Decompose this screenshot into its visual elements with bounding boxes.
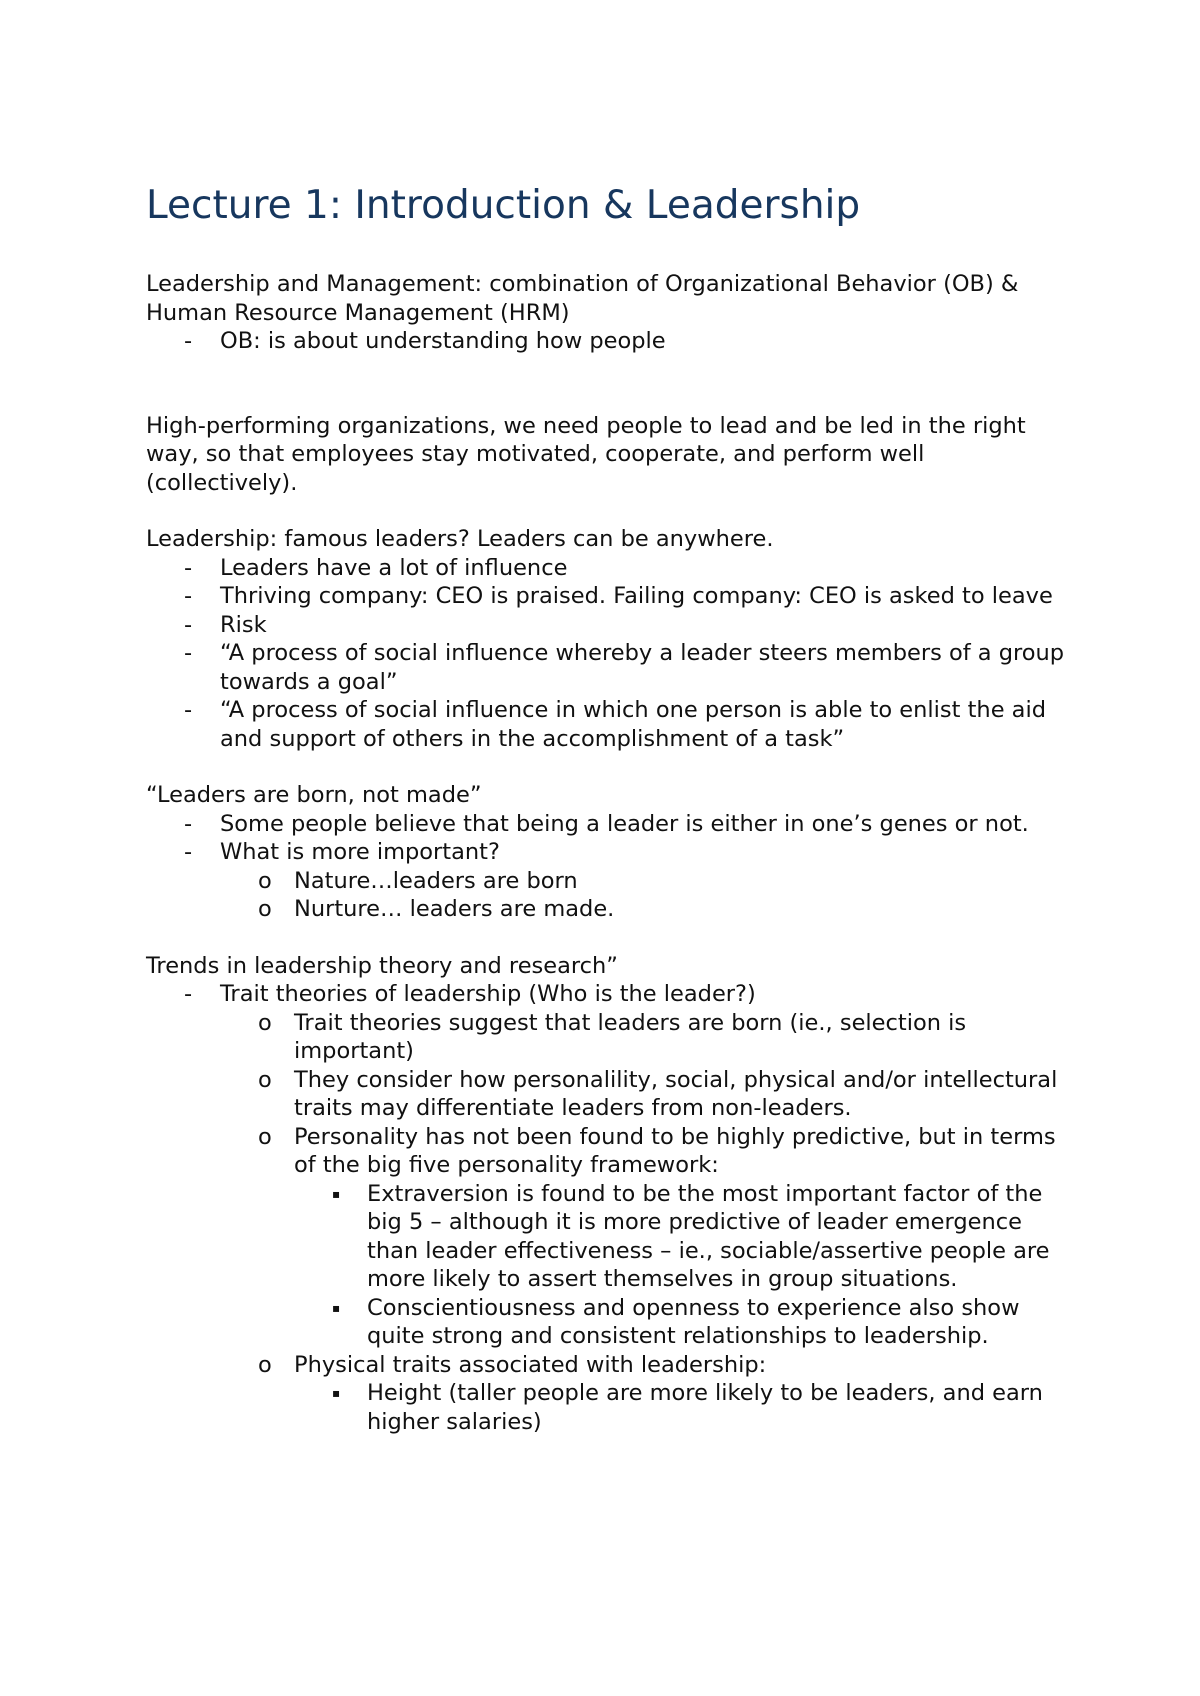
- list-item: o Trait theories suggest that leaders are born (ie., selection is important): [258, 1009, 967, 1064]
- physical-points-list: [146, 1379, 1070, 1436]
- list-item: - Trait theories of leadership (Who is the leader?): [184, 981, 756, 1007]
- square-bullet: ▪: [332, 1186, 341, 1201]
- trends-paragraph: Trends in leadership theory and research”: [146, 952, 618, 979]
- physical-traits-list: [146, 1351, 1070, 1380]
- list-item: ▪ Extraversion is found to be the most important factor of the big 5 – although it is more predictive of leader emergence than leader effectiveness – ie., sociable/assertive people are more likely to assert themselves in group situations.: [332, 1180, 1050, 1292]
- list-item: - “A process of social influence whereby a leader steers members of a group towards a goal”: [184, 640, 1065, 695]
- nature-nurture-list: [146, 867, 1070, 924]
- list-item: o Physical traits associated with leadership:: [258, 1351, 767, 1378]
- trends-list: [146, 980, 1070, 1009]
- list-item: - OB: is about understanding how people: [184, 328, 666, 354]
- dash-bullet: -: [184, 981, 193, 1007]
- list-item: - Some people believe that being a leader is either in one’s genes or not.: [184, 810, 1029, 837]
- circle-bullet: o: [258, 1123, 272, 1150]
- trait-theories-list: [146, 1009, 1070, 1180]
- dash-bullet: -: [184, 554, 193, 581]
- dash-bullet: -: [184, 328, 193, 354]
- list-item: ▪ Height (taller people are more likely to be leaders, and earn higher salaries): [332, 1380, 1043, 1435]
- square-bullet: ▪: [332, 1386, 341, 1400]
- circle-bullet: o: [258, 1066, 272, 1093]
- personality-points-list: [146, 1180, 1070, 1351]
- leadership-list: [146, 554, 1070, 754]
- circle-bullet: o: [258, 1009, 272, 1036]
- dash-bullet: -: [184, 583, 193, 609]
- circle-bullet: o: [258, 867, 272, 894]
- square-bullet: ▪: [332, 1300, 341, 1315]
- list-item: - What is more important?: [184, 839, 500, 865]
- list-item: - “A process of social influence in which one person is able to enlist the aid and support of others in the accomplishment of a task”: [184, 697, 1047, 752]
- list-item: ▪ Conscientiousness and openness to experience also show quite strong and consistent relationships to leadership.: [332, 1294, 1020, 1349]
- dash-bullet: -: [184, 697, 193, 723]
- dash-bullet: -: [184, 611, 193, 638]
- born-list: [146, 810, 1070, 867]
- page-title: Lecture 1: Introduction & Leadership: [146, 183, 861, 228]
- high-performing-paragraph: High-performing organizations, we need people to lead and be led in the right way, so that employees stay motivated, cooperate, and perform well (collectively).: [146, 412, 1026, 496]
- list-item: o Nature…leaders are born: [258, 867, 578, 894]
- list-item: - Risk: [184, 611, 267, 638]
- list-item: o They consider how personalility, social, physical and/or intellectural traits may differentiate leaders from non-leaders.: [258, 1066, 1058, 1121]
- dash-bullet: -: [184, 810, 193, 837]
- circle-bullet: o: [258, 1351, 272, 1378]
- circle-bullet: o: [258, 896, 272, 922]
- intro-list: [146, 327, 1070, 356]
- dash-bullet: -: [184, 640, 193, 666]
- dash-bullet: -: [184, 839, 193, 865]
- born-not-made-paragraph: “Leaders are born, not made”: [146, 782, 482, 808]
- leadership-paragraph: Leadership: famous leaders? Leaders can be anywhere.: [146, 526, 774, 552]
- list-item: - Leaders have a lot of influence: [184, 554, 568, 581]
- list-item: - Thriving company: CEO is praised. Failing company: CEO is asked to leave: [184, 583, 1053, 609]
- list-item: o Nurture… leaders are made.: [258, 896, 615, 922]
- list-item: o Personality has not been found to be highly predictive, but in terms of the big five personality framework:: [258, 1123, 1056, 1178]
- intro-paragraph: Leadership and Management: combination of Organizational Behavior (OB) & Human Resource Management (HRM): [146, 271, 1019, 326]
